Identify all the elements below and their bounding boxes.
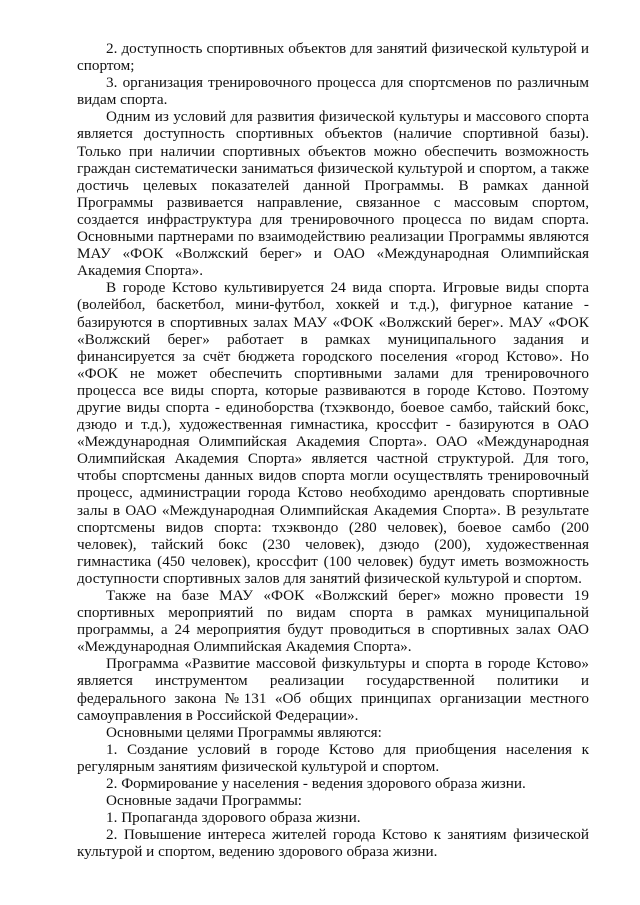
paragraph: Основные задачи Программы: [106,792,302,810]
paragraph: В городе Кстово культивируется 24 вида спорта. Игровые виды спорта (волейбол, баскетбол, мини-футбол, хоккей и т.д.), фигурное катание - базируются в спортивных залах МАУ «ФОК «Волжский берег». МАУ «ФОК «Волжский берег» работает в рамках муниципального задания и финансируется за счёт бюджета городского поселения «город Кстово». Но «ФОК не может обеспечить спортивными залами для тренировочного процесса все виды спорта, которые развиваются в городе Кстово. Поэтому другие виды спорта - единоборства (тхэквондо, боевое самбо, тайский бокс, дзюдо и т.д.), художественная гимнастика, кроссфит - базируются в ОАО «Международная Олимпийская Академия Спорта». ОАО «Международная Олимпийская Академия Спорта» является частной структурой. Для того, чтобы спортсмены данных видов спорта могли осуществлять тренировочный процесс, администрации города Кстово необходимо арендовать спортивные залы в ОАО «Международная Олимпийская Академия Спорта». В результате спортсмены видов спорта: тхэквондо (280 человек), боевое самбо (200 человек), тайский бокс (230 человек), дзюдо (200), художественная гимнастика (450 человек), кроссфит (100 человек) будут иметь возможность доступности спортивных залов для занятий физической культурой и спортом. [77,279,589,587]
paragraph: 2. Формирование у населения - ведения здорового образа жизни. [106,775,526,793]
paragraph: Также на базе МАУ «ФОК «Волжский берег» можно провести 19 спортивных мероприятий по видам спорта в рамках муниципальной программы, а 24 мероприятия будут проводиться в спортивных залах ОАО «Международная Олимпийская Академия Спорта». [77,587,589,656]
document-page [77,40,589,861]
paragraph: 2. Повышение интереса жителей города Кстово к занятиям физической культурой и спортом, ведению здорового образа жизни. [77,826,589,861]
paragraph: 2. доступность спортивных объектов для занятий физической культурой и спортом; [77,40,589,75]
paragraph: Основными целями Программы являются: [106,723,382,741]
paragraph: 3. организация тренировочного процесса для спортсменов по различным видам спорта. [77,74,589,109]
paragraph: 1. Пропаганда здорового образа жизни. [106,809,361,827]
paragraph: Программа «Развитие массовой физкультуры и спорта в городе Кстово» является инструментом реализации государственной политики и федерального закона №131 «Об общих принципах организации местного самоуправления в Российской Федерации». [77,655,589,724]
paragraph: 1. Создание условий в городе Кстово для приобщения населения к регулярным занятиям физической культурой и спортом. [77,740,589,775]
paragraph: Одним из условий для развития физической культуры и массового спорта является доступность спортивных объектов (наличие спортивной базы). Только при наличии спортивных объектов можно обеспечить возможность граждан систематически заниматься физической культурой и спортом, а также достичь целевых показателей данной Программы. В рамках данной Программы развивается направление, связанное с массовым спортом, создается инфраструктура для тренировочного процесса по видам спорта. Основными партнерами по взаимодействию реализации Программы являются МАУ «ФОК «Волжский берег» и ОАО «Международная Олимпийская Академия Спорта». [77,108,589,280]
